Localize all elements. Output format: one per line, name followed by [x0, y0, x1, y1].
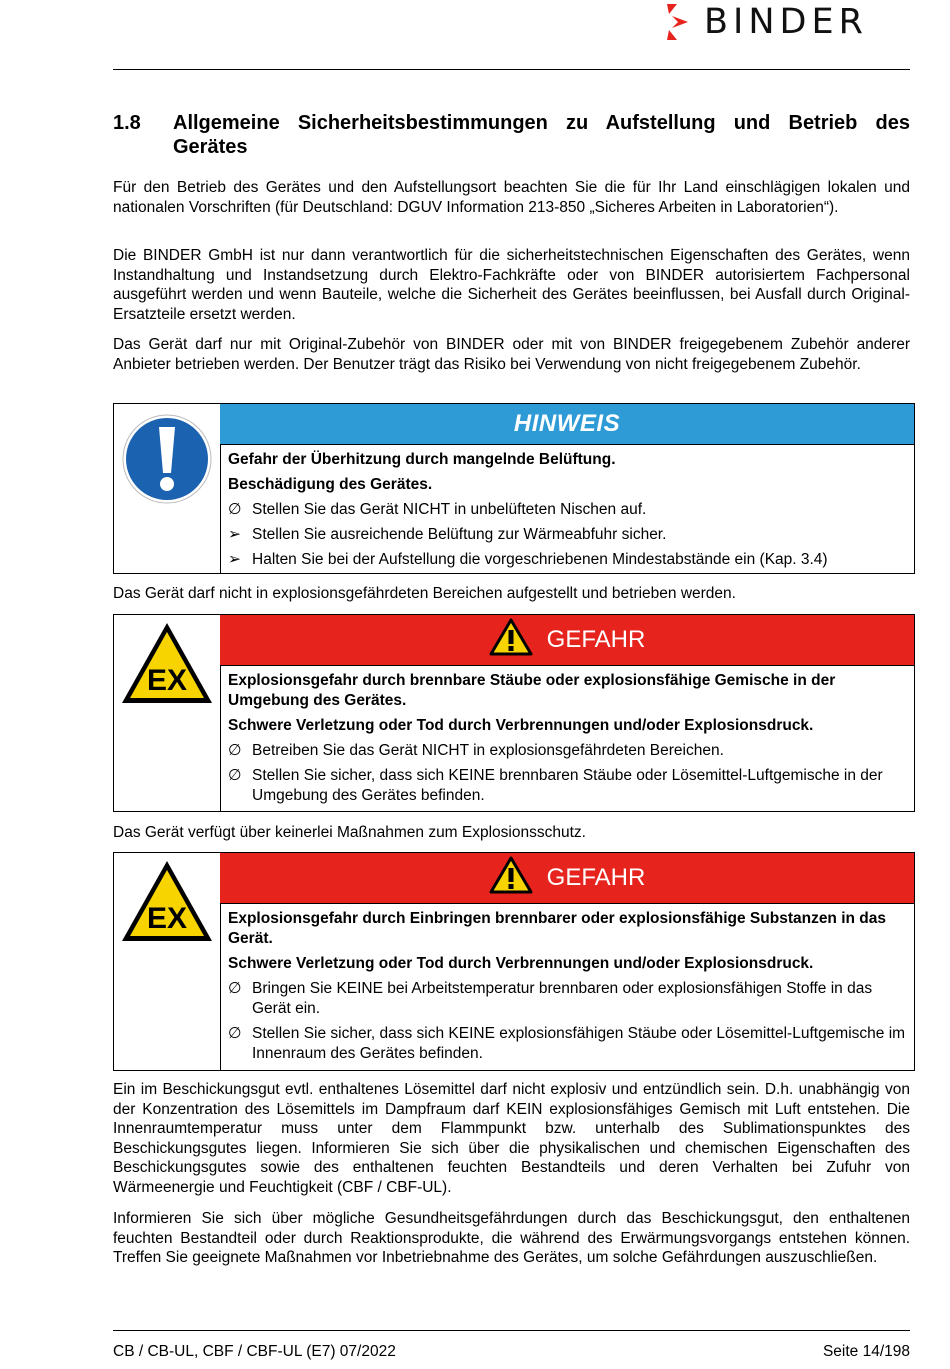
binder-logo — [664, 2, 912, 42]
danger-banner-label: GEFAHR — [546, 864, 646, 891]
paragraph: Ein im Beschickungsgut evtl. enthaltenes Lösemittel darf nicht explosiv und entzündlich sein. D.h. unabhängig von der Konzentration des Lösemittels im Dampfraum darf KEIN explosionsfähiges Gemisch mit Luft entstehen. Die Innenraumtemperatur muss unter dem Flammpunkt bzw. unterhalb des Sublimationspunktes des Beschickungsgutes liegen. Informieren Sie sich über die physikalischen und chemischen Eigenschaften des Beschickungsgutes sowie des enthaltenen feuchten Bestandteils und deren Verhalten bei Zufuhr von Wärmeenergie und Feuchtigkeit (CBF / CBF-UL). — [113, 1081, 910, 1196]
hazard-text: Explosionsgefahr durch Einbringen brennbarer oder explosionsfähige Substanzen in das Gerät. — [228, 910, 887, 947]
paragraph: Das Gerät darf nur mit Original-Zubehör von BINDER oder mit von BINDER freigegebenem Zubehör anderer Anbieter betrieben werden. Der Benutzer trägt das Risiko bei Verwendung von nicht freigegebenem Zubehör. — [113, 336, 910, 373]
danger-symbol-cell — [114, 853, 221, 1070]
paragraph: Das Gerät darf nicht in explosionsgefährdeten Bereichen aufgestellt und betrieben werden. — [113, 585, 736, 602]
list-item — [228, 550, 906, 570]
danger-banner — [220, 853, 914, 904]
danger-text-cell — [220, 615, 914, 811]
hazard-text: Gefahr der Überhitzung durch mangelnde Belüftung. — [228, 451, 616, 468]
notice-banner: HINWEIS — [220, 404, 914, 445]
warning-triangle-icon — [489, 618, 533, 663]
consequence-text: Schwere Verletzung oder Tod durch Verbrennungen und/oder Explosionsdruck. — [228, 955, 814, 972]
list-item-text: Bringen Sie KEINE bei Arbeitstemperatur brennbaren oder explosionsfähigen Stoffe in das Gerät ein. — [252, 980, 873, 1017]
page-footer — [113, 1342, 910, 1362]
prohibition-icon: ∅ — [228, 767, 242, 784]
logo-text: BINDER — [704, 2, 868, 42]
hazard-text: Explosionsgefahr durch brennbare Stäube oder explosionsfähige Gemische in der Umgebung des Gerätes. — [228, 672, 836, 709]
footer-rule — [113, 1330, 910, 1331]
list-item-text: Betreiben Sie das Gerät NICHT in explosionsgefährdeten Bereichen. — [252, 742, 724, 759]
ex-label: EX — [146, 664, 188, 697]
list-item — [228, 525, 906, 545]
explosion-hazard-icon — [119, 858, 215, 944]
list-item — [228, 500, 906, 520]
consequence-text: Schwere Verletzung oder Tod durch Verbrennungen und/oder Explosionsdruck. — [228, 717, 814, 734]
list-item-text: Stellen Sie sicher, dass sich KEINE brennbaren Stäube oder Lösemittel-Luftgemische in der Umgebung des Gerätes befinden. — [252, 767, 883, 804]
notice-symbol-cell — [114, 404, 221, 573]
danger-symbol-cell — [114, 615, 221, 811]
section-number: 1.8 — [113, 112, 141, 134]
danger-banner — [220, 615, 914, 666]
section-title: Allgemeine Sicherheitsbestimmungen zu Aufstellung und Betrieb des Gerätes — [173, 112, 910, 158]
list-item-text: Stellen Sie ausreichende Belüftung zur Wärmeabfuhr sicher. — [252, 526, 667, 543]
paragraph: Für den Betrieb des Gerätes und den Aufstellungsort beachten Sie die für Ihr Land einschlägigen lokalen und nationalen Vorschriften (für Deutschland: DGUV Information 213-850 „Sicheres Arbeiten in Laboratorien“). — [113, 179, 910, 216]
list-item — [228, 766, 906, 806]
binder-logo-mark-icon — [664, 2, 694, 42]
list-item — [228, 741, 906, 761]
notice-box — [113, 403, 915, 574]
danger-box — [113, 614, 915, 812]
page-number: Seite 14/198 — [822, 1343, 910, 1360]
arrow-bullet-icon: ➢ — [228, 526, 241, 543]
list-item-text: Halten Sie bei der Aufstellung die vorgeschriebenen Mindestabstände ein (Kap. 3.4) — [252, 551, 828, 568]
ex-label: EX — [146, 902, 188, 935]
prohibition-icon: ∅ — [228, 742, 242, 759]
list-item-text: Stellen Sie sicher, dass sich KEINE explosionsfähigen Stäube oder Lösemittel-Luftgemische im Innenraum des Gerätes befinden. — [252, 1025, 906, 1062]
paragraph: Das Gerät verfügt über keinerlei Maßnahmen zum Explosionsschutz. — [113, 824, 586, 841]
list-item — [228, 979, 906, 1019]
arrow-bullet-icon: ➢ — [228, 551, 241, 568]
prohibition-icon: ∅ — [228, 1025, 242, 1042]
consequence-text: Beschädigung des Gerätes. — [228, 476, 433, 493]
prohibition-icon: ∅ — [228, 501, 242, 518]
footer-document-id: CB / CB-UL, CBF / CBF-UL (E7) 07/2022 — [113, 1343, 396, 1360]
warning-triangle-icon — [489, 856, 533, 901]
header-rule — [113, 69, 910, 70]
mandatory-action-icon — [121, 413, 213, 505]
explosion-hazard-icon — [119, 620, 215, 706]
danger-text-cell — [220, 853, 914, 1069]
paragraph: Die BINDER GmbH ist nur dann verantwortlich für die sicherheitstechnischen Eigenschaften des Gerätes, wenn Instandhaltung und Instandsetzung durch Elektro-Fachkräfte oder von BINDER autorisiertem Fachpersonal ausgeführt werden und wenn Bauteile, welche die Sicherheit des Gerätes beeinflussen, bei Ausfall durch Original-Ersatzteile ersetzt werden. — [113, 247, 910, 323]
paragraph: Informieren Sie sich über mögliche Gesundheitsgefährdungen durch das Beschickungsgut, den enthaltenen feuchten Bestandteil oder durch Reaktionsprodukte, die während des Erwärmungsvorgangs entstehen können. Treffen Sie geeignete Maßnahmen vor Inbetriebnahme des Gerätes, um solche Gefährdungen auszuschließen. — [113, 1210, 910, 1267]
notice-text-cell — [220, 404, 914, 575]
prohibition-icon: ∅ — [228, 980, 242, 997]
danger-box — [113, 852, 915, 1071]
danger-banner-label: GEFAHR — [546, 626, 646, 653]
list-item-text: Stellen Sie das Gerät NICHT in unbelüfteten Nischen auf. — [252, 501, 647, 518]
list-item — [228, 1024, 906, 1064]
